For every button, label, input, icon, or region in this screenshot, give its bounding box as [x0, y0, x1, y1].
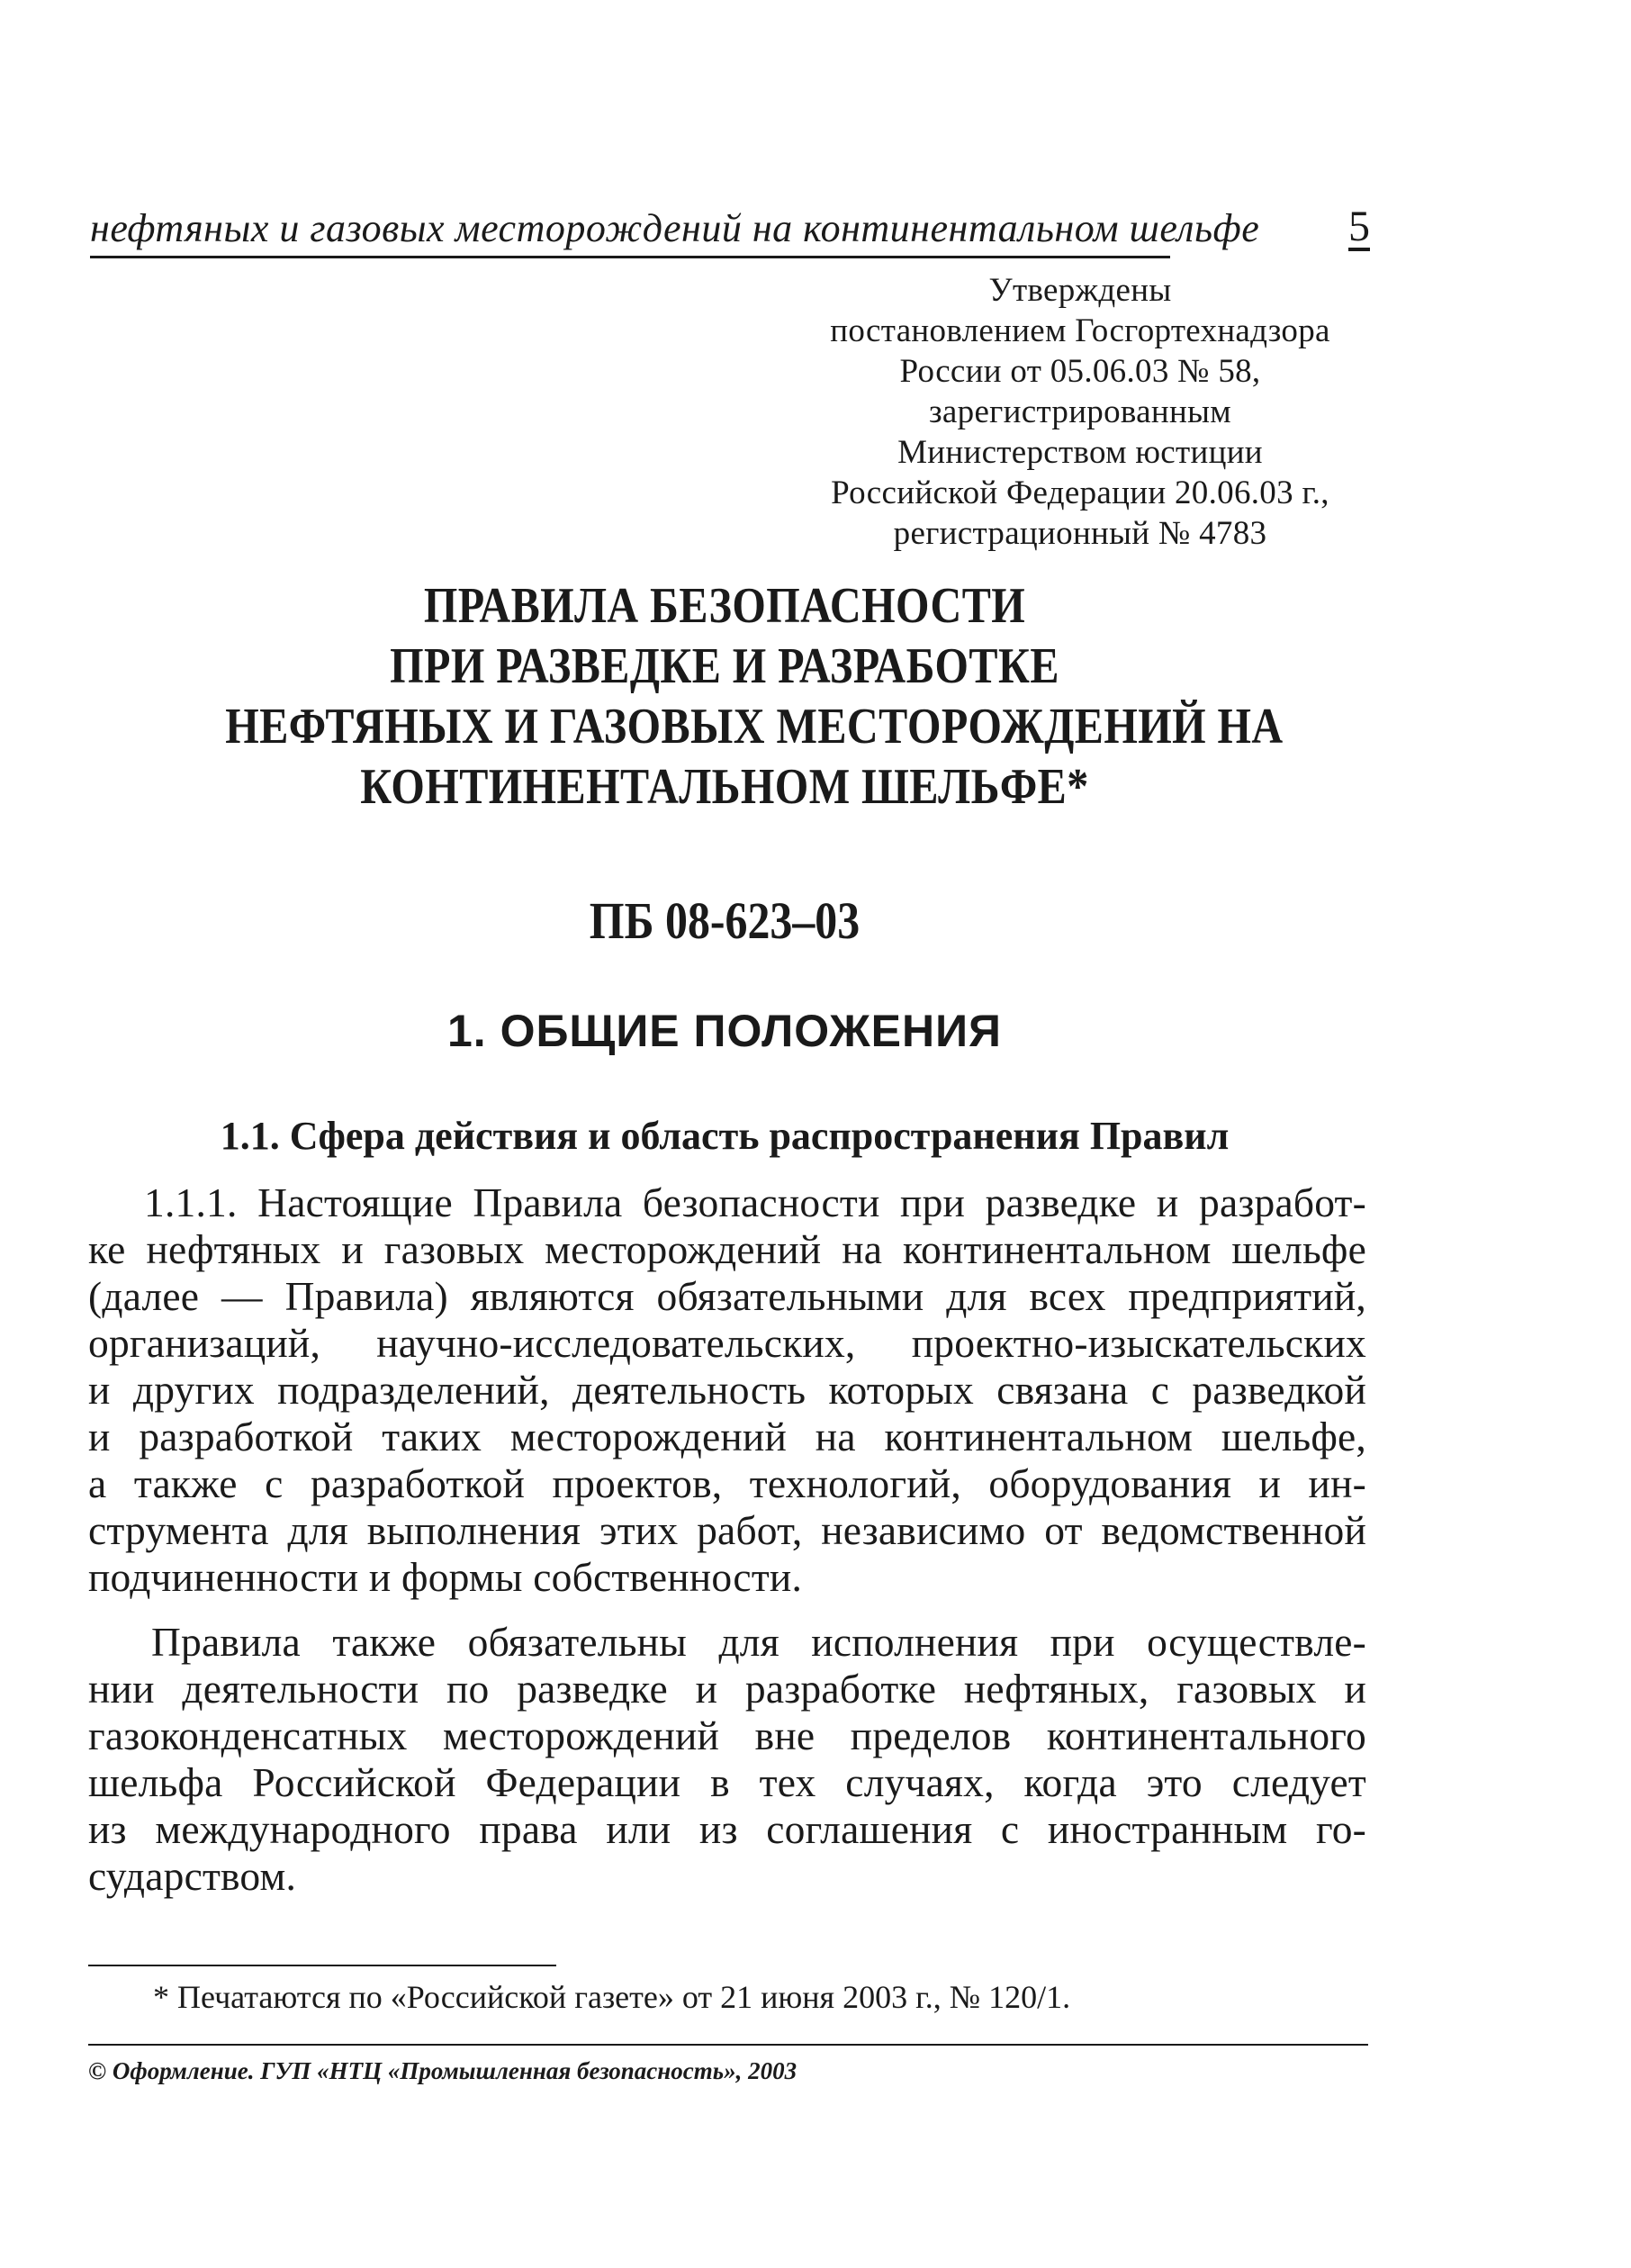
title-line: НЕФТЯНЫХ И ГАЗОВЫХ МЕСТОРОЖДЕНИЙ НА [225, 699, 1284, 754]
footnote: * Печатаются по «Российской газете» от 21 июня 2003 г., № 120/1. [153, 1979, 1071, 2015]
text-line: шельфа Российской Федерации в тех случаях, когда это следует [88, 1759, 1366, 1805]
paragraph [88, 1179, 1366, 1601]
page-number: 5 [1348, 203, 1370, 250]
approval-line: постановлением Госгортехнадзора [830, 312, 1330, 349]
running-header [90, 205, 1370, 259]
text-line: и разработкой таких месторождений на континентальном шельфе, [88, 1414, 1366, 1459]
footnote-rule [88, 1965, 556, 1966]
document-code: ПБ 08-623–03 [589, 891, 861, 950]
text-line: а также с разработкой проектов, технологий, оборудования и ин- [88, 1460, 1366, 1506]
approval-line: России от 05.06.03 № 58, [899, 353, 1261, 390]
paragraph [88, 1619, 1366, 1900]
title-line: ПРИ РАЗВЕДКЕ И РАЗРАБОТКЕ [390, 638, 1059, 694]
title-line: ПРАВИЛА БЕЗОПАСНОСТИ [423, 578, 1026, 634]
text-line: сударством. [88, 1853, 297, 1899]
text-line: и других подразделений, деятельность которых связана с разведкой [88, 1367, 1366, 1413]
text-line: газоконденсатных месторождений вне пределов континентального [88, 1712, 1366, 1758]
copyright-rule [88, 2044, 1368, 2046]
body-text [88, 1179, 1366, 1900]
document-title [225, 576, 1284, 818]
approval-block [792, 270, 1368, 554]
approval-line: Российской Федерации 20.06.03 г., [831, 474, 1329, 511]
approval-line: Утверждены [988, 272, 1172, 309]
text-line: подчиненности и формы собственности. [88, 1554, 803, 1600]
title-line: КОНТИНЕНТАЛЬНОМ ШЕЛЬФЕ* [360, 759, 1089, 815]
section-heading: 1. ОБЩИЕ ПОЛОЖЕНИЯ [447, 1006, 1002, 1056]
header-rule [90, 256, 1170, 258]
running-title: нефтяных и газовых месторождений на континентальном шельфе [90, 206, 1260, 250]
approval-line: Министерством юстиции [897, 434, 1263, 471]
text-line: 1.1.1. Настоящие Правила безопасности при разведке и разработ- [144, 1179, 1366, 1225]
subsection-heading: 1.1. Сфера действия и область распространения Правил [220, 1114, 1230, 1158]
approval-line: регистрационный № 4783 [893, 515, 1267, 552]
copyright-notice: © Оформление. ГУП «НТЦ «Промышленная безопасность», 2003 [88, 2057, 797, 2084]
text-line: из международного права или из соглашения с иностранным го- [88, 1806, 1366, 1852]
text-line: нии деятельности по разведке и разработке нефтяных, газовых и [88, 1666, 1366, 1712]
text-line: организаций, научно-исследовательских, проектно-изыскательских [88, 1320, 1366, 1366]
text-line: (далее — Правила) являются обязательными для всех предприятий, [88, 1273, 1366, 1319]
approval-line: зарегистрированным [929, 393, 1231, 430]
text-line: Правила также обязательны для исполнения при осуществле- [151, 1619, 1366, 1665]
text-line: ке нефтяных и газовых месторождений на континентальном шельфе [88, 1226, 1366, 1272]
text-line: струмента для выполнения этих работ, независимо от ведомственной [88, 1507, 1366, 1553]
